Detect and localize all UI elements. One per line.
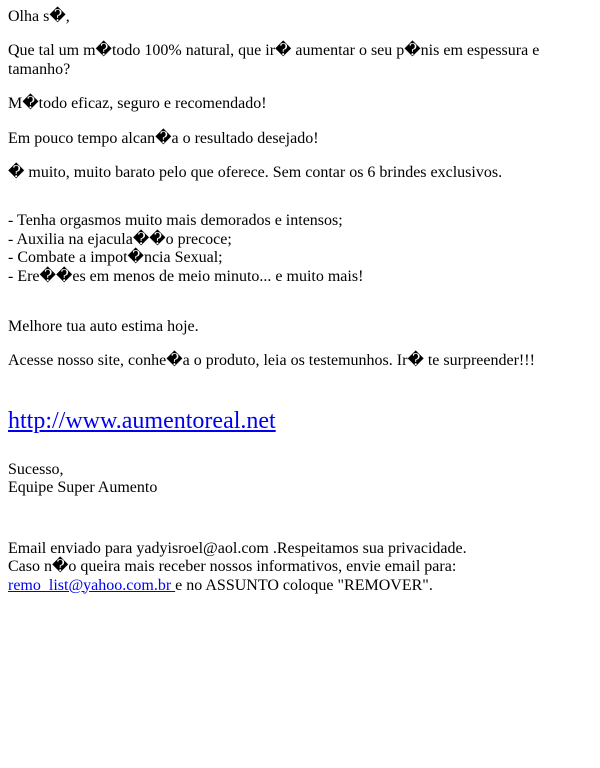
remove-line [8, 577, 592, 595]
email-body [8, 8, 592, 595]
benefits-list [8, 212, 592, 286]
website-link-block [8, 407, 592, 435]
optout-line: Caso n�o queira mais receber nossos informativos, envie email para: [8, 558, 457, 576]
sent-to-line: Email enviado para yadyisroel@aol.com .Respeitamos sua privacidade. [8, 539, 467, 557]
benefit-item: - Combate a impot�ncia Sexual; [8, 249, 223, 267]
remove-email-link[interactable]: remo_list@yahoo.com.br [8, 576, 176, 594]
signature-team: Equipe Super Aumento [8, 479, 158, 497]
motivation-line: Melhore tua auto estima hoje. [8, 318, 199, 336]
price-claim: � muito, muito barato pelo que oferece. Sem contar os 6 brindes exclusivos. [8, 164, 503, 182]
method-claim: M�todo eficaz, seguro e recomendado! [8, 95, 267, 113]
pitch-paragraph: Que tal um m�todo 100% natural, que ir� aumentar o seu p�nis em espessura e tamanho? [8, 42, 540, 78]
results-claim: Em pouco tempo alcan�a o resultado desejado! [8, 129, 319, 147]
call-to-action: Acesse nosso site, conhe�a o produto, leia os testemunhos. Ir� te surpreender!!! [8, 352, 535, 370]
benefit-item: - Ere��es em menos de meio minuto... e muito mais! [8, 267, 364, 285]
footer-block [8, 540, 592, 595]
greeting: Olha s�, [8, 8, 70, 25]
aumentoreal-link[interactable]: http://www.aumentoreal.net [8, 407, 276, 434]
benefit-item: - Tenha orgasmos muito mais demorados e intensos; [8, 212, 343, 230]
signature-block [8, 461, 592, 498]
benefit-item: - Auxilia na ejacula��o precoce; [8, 230, 232, 248]
remove-instruction: e no ASSUNTO coloque "REMOVER". [175, 576, 433, 594]
signature-closing: Sucesso, [8, 460, 64, 478]
